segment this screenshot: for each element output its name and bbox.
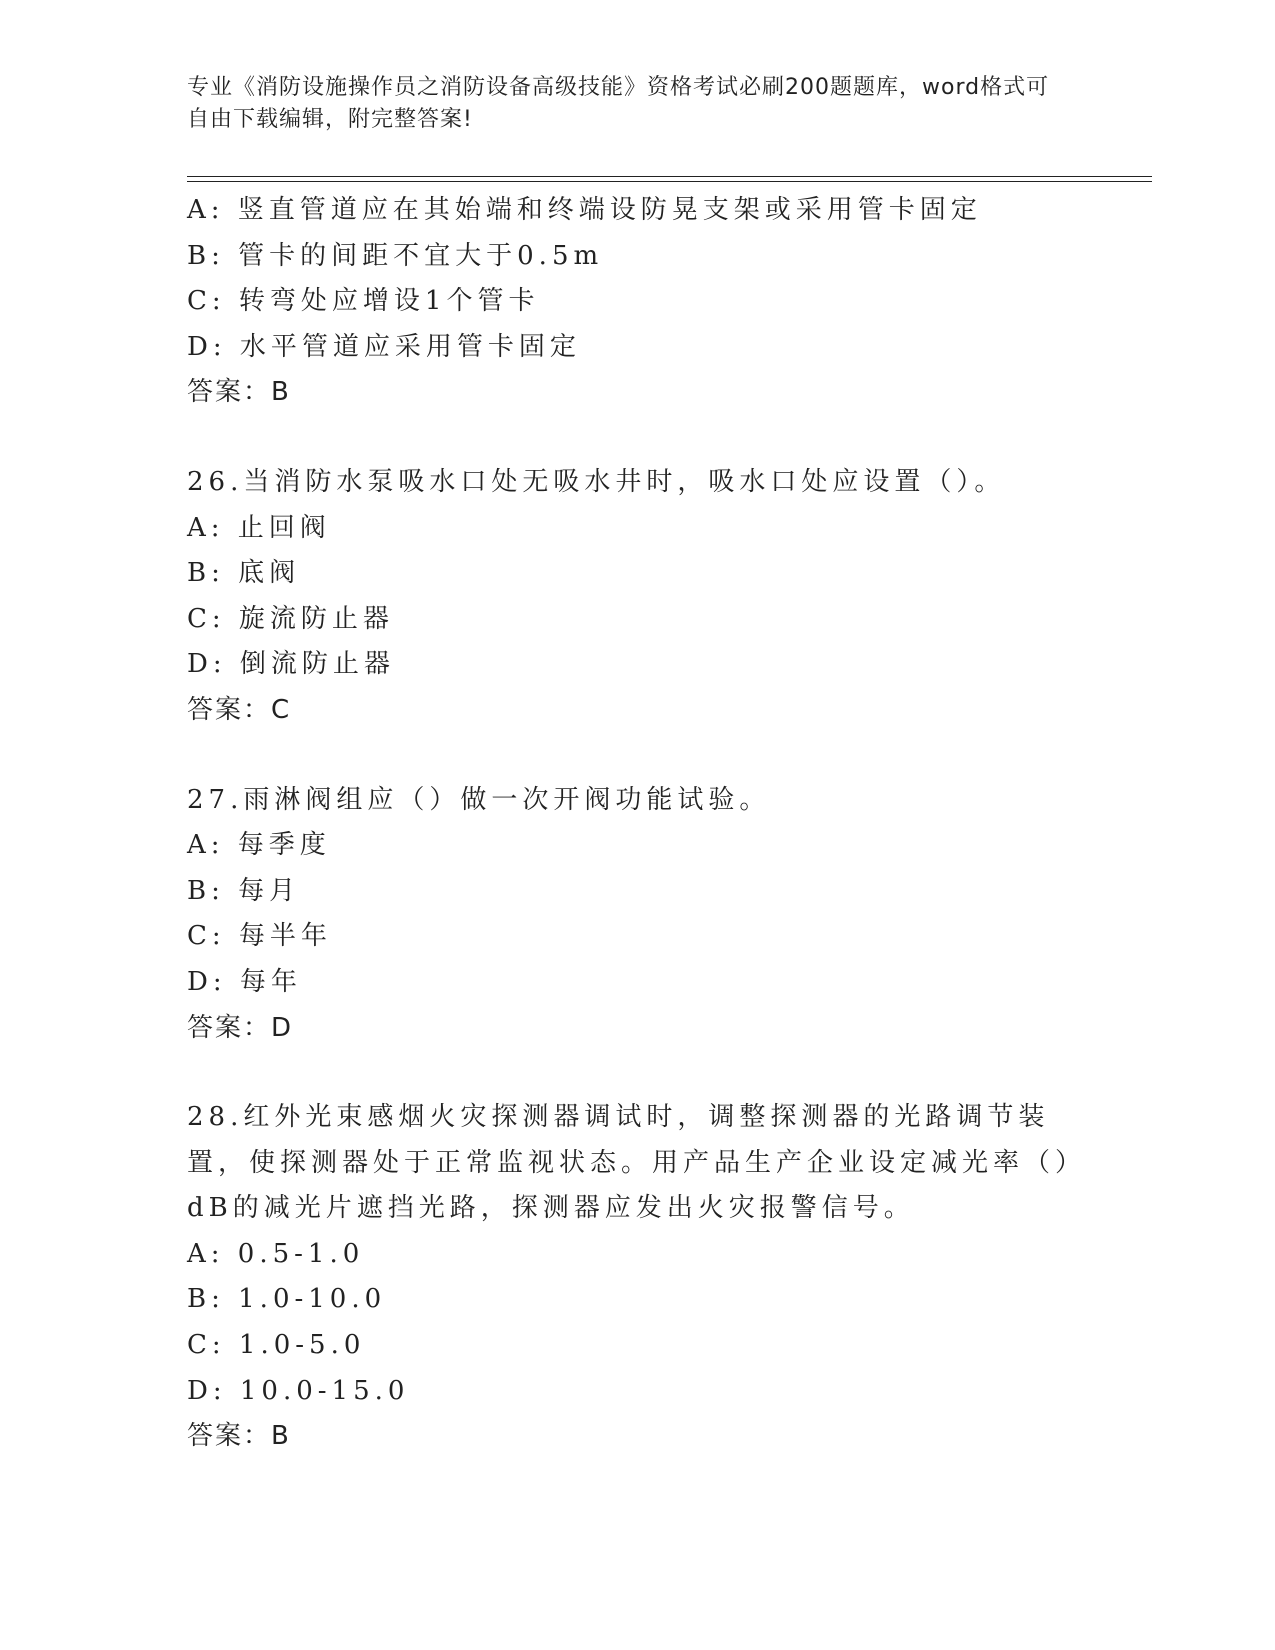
option-c: C: 旋流防止器 [187, 603, 394, 634]
option-d: D: 水平管道应采用管卡固定 [187, 331, 581, 362]
question-stem: 26.当消防水泵吸水口处无吸水井时，吸水口处应设置（）。 [187, 466, 1006, 497]
question-27 [187, 778, 1087, 1052]
option-b: B: 每月 [187, 875, 301, 906]
header-divider-top [187, 176, 1152, 177]
option-a: A: 每季度 [187, 830, 331, 861]
option-c: C: 1.0-5.0 [187, 1330, 366, 1361]
question-26 [187, 460, 1087, 734]
option-a: A: 止回阀 [187, 512, 331, 543]
option-b: B: 管卡的间距不宜大于0.5m [187, 240, 604, 271]
partial-question [187, 188, 1087, 416]
header-divider-bottom [187, 181, 1152, 182]
answer-line: 答案：B [187, 1421, 291, 1452]
document-header: 专业《消防设施操作员之消防设备高级技能》资格考试必刷200题题库，word格式可自由下载编辑，附完整答案! [187, 75, 1050, 132]
option-a: A: 0.5-1.0 [187, 1238, 365, 1269]
question-28 [187, 1095, 1087, 1460]
answer-line: 答案：C [187, 694, 292, 725]
option-d: D: 10.0-15.0 [187, 1375, 410, 1406]
option-c: C: 转弯处应增设1个管卡 [187, 286, 540, 317]
option-d: D: 每年 [187, 966, 302, 997]
option-b: B: 1.0-10.0 [187, 1284, 387, 1315]
option-c: C: 每半年 [187, 921, 332, 952]
question-list [187, 188, 1087, 1460]
answer-line: 答案：D [187, 1012, 294, 1043]
answer-line: 答案：B [187, 377, 291, 408]
option-d: D: 倒流防止器 [187, 649, 395, 680]
option-a: A: 竖直管道应在其始端和终端设防晃支架或采用管卡固定 [187, 195, 982, 225]
question-stem: 28.红外光束感烟火灾探测器调试时，调整探测器的光路调节装置，使探测器处于正常监视状态。用产品生产企业设定减光率（）dB的减光片遮挡光路，探测器应发出火灾报警信号。 [187, 1102, 1087, 1224]
question-stem: 27.雨淋阀组应（）做一次开阀功能试验。 [187, 784, 771, 815]
option-b: B: 底阀 [187, 558, 301, 589]
